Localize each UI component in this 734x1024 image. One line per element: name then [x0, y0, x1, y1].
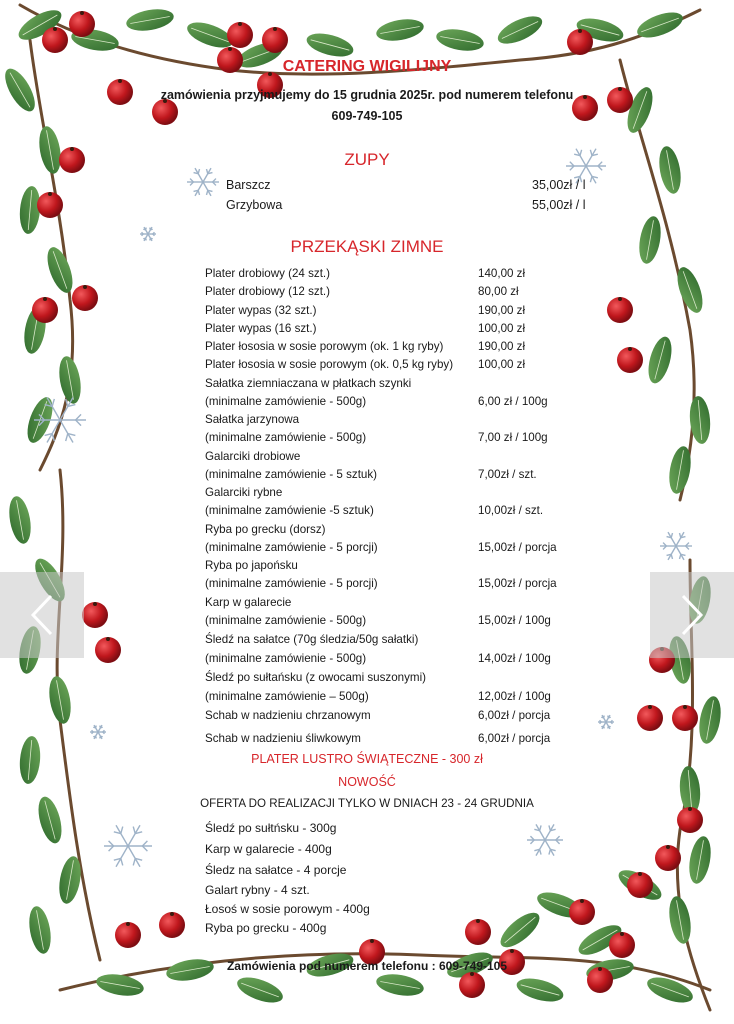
soup-price: 35,00zł / l: [532, 178, 586, 192]
menu-item-name: Śledź po sułtańsku (z owocami suszonymi): [205, 671, 427, 684]
menu-item-price: 15,00zł / porcja: [478, 577, 557, 590]
chevron-left-icon: [27, 592, 57, 638]
snowflake-icon: [598, 715, 614, 729]
menu-item-price: 6,00zł / porcja: [478, 709, 551, 722]
menu-item-name: (minimalne zamówienie -5 sztuk): [205, 504, 374, 517]
menu-item-price: 140,00 zł: [478, 267, 526, 280]
snowflake-icon: [527, 824, 563, 855]
menu-item-name: (minimalne zamówienie - 500g): [205, 395, 367, 408]
menu-title: CATERING WIGILIJNY: [282, 58, 452, 75]
menu-item-name: Plater wypas (32 szt.): [205, 304, 317, 317]
new-badge-text: NOWOŚĆ: [338, 775, 396, 789]
menu-item-price: 10,00zł / szt.: [478, 504, 544, 517]
menu-item-name: (minimalne zamówienie - 5 porcji): [205, 541, 378, 554]
special-item: Karp w galarecie - 400g: [205, 842, 332, 856]
menu-item-name: Plater drobiowy (24 szt.): [205, 267, 331, 280]
menu-item-price: 80,00 zł: [478, 285, 519, 298]
menu-item-name: Plater wypas (16 szt.): [205, 322, 317, 335]
menu-item-name: Sałatka ziemniaczana w płatkach szynki: [205, 377, 412, 390]
previous-image-button[interactable]: [0, 572, 84, 658]
snowflake-icon: [187, 168, 219, 196]
footer-contact: Zamówienia pod numerem telefonu : 609-749-105: [226, 959, 508, 973]
chevron-right-icon: [677, 592, 707, 638]
special-item: Łosoś w sosie porowym - 400g: [205, 902, 370, 916]
special-item: Śledź po sułtńsku - 300g: [205, 821, 337, 835]
menu-item-name: Plater łososia w sosie porowym (ok. 0,5 kg ryby): [205, 358, 454, 371]
order-deadline-note: zamówienia przyjmujemy do 15 grudnia 2025r. pod numerem telefonu: [160, 88, 574, 102]
menu-item-price: 12,00zł / 100g: [478, 690, 551, 703]
offer-dates-note: OFERTA DO REALIZACJI TYLKO W DNIACH 23 - 24 GRUDNIA: [200, 797, 534, 810]
menu-item-name: (minimalne zamówienie – 500g): [205, 690, 369, 703]
menu-item-price: 7,00 zł / 100g: [478, 431, 548, 444]
menu-item-price: 190,00 zł: [478, 340, 526, 353]
menu-item-name: (minimalne zamówienie - 5 porcji): [205, 577, 378, 590]
menu-item-price: 190,00 zł: [478, 304, 526, 317]
menu-item-price: 15,00zł / porcja: [478, 541, 557, 554]
snowflake-icon: [660, 532, 692, 560]
section-heading-cold-appetizers: PRZEKĄSKI ZIMNE: [290, 237, 444, 256]
menu-item-price: 6,00zł / porcja: [478, 732, 551, 745]
menu-item-name: Schab w nadzieniu śliwkowym: [205, 732, 361, 745]
menu-item-name: Schab w nadzieniu chrzanowym: [205, 709, 371, 722]
soup-price: 55,00zł / l: [532, 198, 586, 212]
menu-item-name: (minimalne zamówienie - 500g): [205, 652, 367, 665]
menu-item-price: 100,00 zł: [478, 358, 526, 371]
menu-item-name: (minimalne zamówienie - 500g): [205, 431, 367, 444]
snowflake-icon: [104, 825, 152, 867]
menu-item-name: Plater drobiowy (12 szt.): [205, 285, 331, 298]
menu-item-name: Karp w galarecie: [205, 596, 292, 609]
phone-number: 609-749-105: [331, 109, 403, 123]
menu-item-name: (minimalne zamówienie - 500g): [205, 614, 367, 627]
special-platter-offer: PLATER LUSTRO ŚWIĄTECZNE - 300 zł: [251, 752, 483, 766]
menu-item-name: Galarciki drobiowe: [205, 450, 301, 463]
section-heading-soups: ZUPY: [344, 150, 390, 169]
menu-item-price: 6,00 zł / 100g: [478, 395, 548, 408]
menu-item-price: 100,00 zł: [478, 322, 526, 335]
next-image-button[interactable]: [650, 572, 734, 658]
menu-item-name: Ryba po japońsku: [205, 559, 298, 572]
special-item: Ryba po grecku - 400g: [205, 921, 327, 935]
special-item: Galart rybny - 4 szt.: [205, 883, 310, 897]
special-item: Śledz na sałatce - 4 porcje: [205, 863, 347, 877]
menu-item-price: 15,00zł / 100g: [478, 614, 551, 627]
menu-item-price: 7,00zł / szt.: [478, 468, 537, 481]
snowflake-icon: [90, 725, 106, 739]
menu-item-name: Ryba po grecku (dorsz): [205, 523, 326, 536]
menu-item-name: (minimalne zamówienie - 5 sztuk): [205, 468, 378, 481]
menu-item-name: Śledź na sałatce (70g śledzia/50g sałatki): [205, 633, 419, 646]
menu-item-name: Galarciki rybne: [205, 486, 283, 499]
menu-item-name: Plater łososia w sosie porowym (ok. 1 kg ryby): [205, 340, 444, 353]
soup-name: Grzybowa: [226, 198, 283, 212]
soup-name: Barszcz: [226, 178, 271, 192]
menu-item-price: 14,00zł / 100g: [478, 652, 551, 665]
menu-item-name: Sałatka jarzynowa: [205, 413, 300, 426]
